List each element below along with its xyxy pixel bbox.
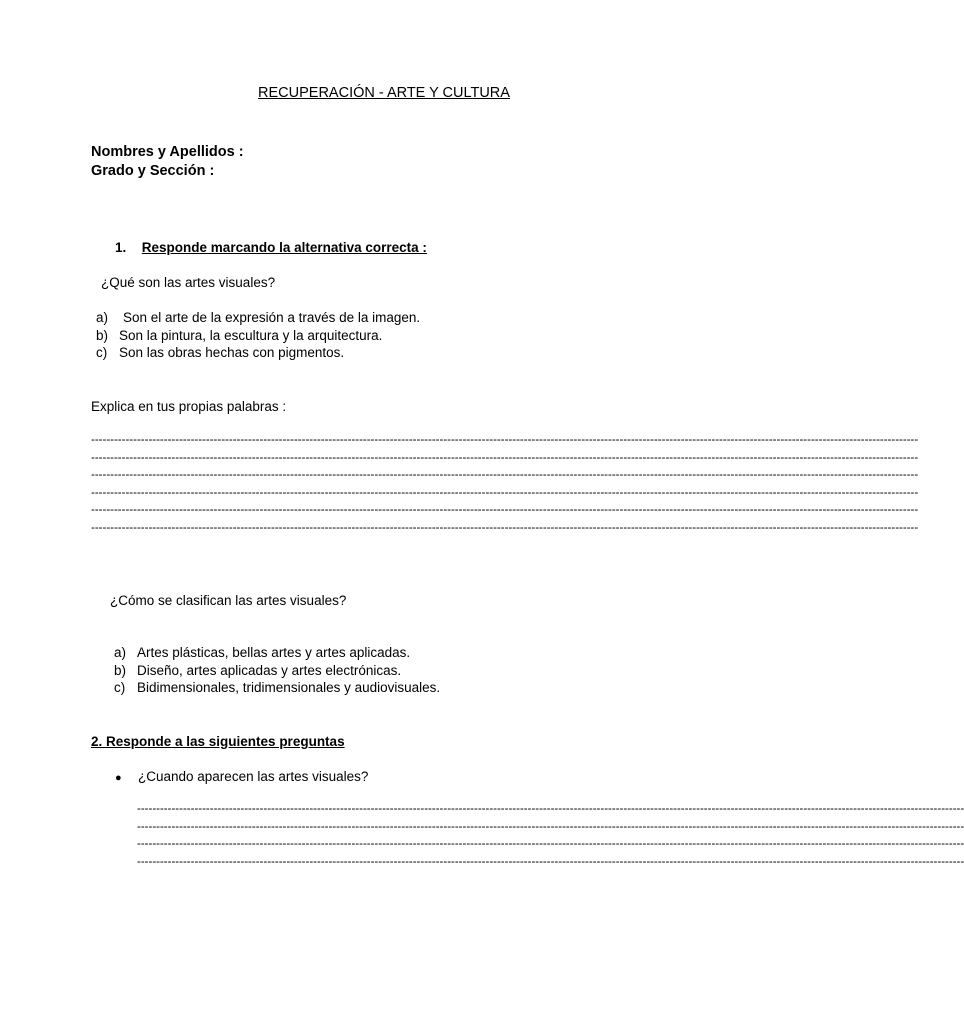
option-marker: a) <box>114 645 127 660</box>
option-b <box>96 328 382 343</box>
answer-line: ------------------------------------------------------------------------------------------------------------------------------------------------------------------------------------------------------------------------ <box>91 452 919 464</box>
page-title: RECUPERACIÓN - ARTE Y CULTURA <box>258 85 510 101</box>
option-a <box>114 645 410 660</box>
option-c <box>96 345 344 360</box>
section-1-heading <box>115 240 427 255</box>
answer-line: ------------------------------------------------------------------------------------------------------------------------------------------------------------------------------------------------------------------------ <box>137 856 964 868</box>
option-b <box>114 663 401 678</box>
option-a <box>96 310 420 325</box>
bullet-icon: ● <box>115 772 122 784</box>
grade-section-label: Grado y Sección : <box>91 163 215 179</box>
section-1-title: Responde marcando la alternativa correcta : <box>141 240 427 255</box>
names-label: Nombres y Apellidos : <box>91 144 244 160</box>
option-marker: b) <box>96 328 109 343</box>
explain-prompt: Explica en tus propias palabras : <box>91 399 287 414</box>
option-text: Artes plásticas, bellas artes y artes aplicadas. <box>137 645 411 660</box>
answer-line: ------------------------------------------------------------------------------------------------------------------------------------------------------------------------------------------------------------------------ <box>91 504 919 516</box>
answer-line: ------------------------------------------------------------------------------------------------------------------------------------------------------------------------------------------------------------------------ <box>91 522 919 534</box>
option-text: Son la pintura, la escultura y la arquitectura. <box>119 328 383 343</box>
answer-line: ------------------------------------------------------------------------------------------------------------------------------------------------------------------------------------------------------------------------ <box>137 821 964 833</box>
option-text: Son el arte de la expresión a través de la imagen. <box>123 310 421 325</box>
answer-line: ------------------------------------------------------------------------------------------------------------------------------------------------------------------------------------------------------------------------ <box>91 487 919 499</box>
question-when: ¿Cuando aparecen las artes visuales? <box>138 769 369 784</box>
option-text: Diseño, artes aplicadas y artes electrónicas. <box>137 663 402 678</box>
section-2-title: 2. Responde a las siguientes preguntas <box>91 734 345 749</box>
option-marker: c) <box>114 680 126 695</box>
answer-line: ------------------------------------------------------------------------------------------------------------------------------------------------------------------------------------------------------------------------ <box>137 803 964 815</box>
answer-line: ------------------------------------------------------------------------------------------------------------------------------------------------------------------------------------------------------------------------ <box>91 434 919 446</box>
question-classification: ¿Cómo se clasifican las artes visuales? <box>110 593 347 608</box>
option-marker: a) <box>96 310 109 325</box>
option-c <box>114 680 440 695</box>
option-marker: c) <box>96 345 108 360</box>
section-2-heading <box>91 734 345 749</box>
section-1-number: 1. <box>115 240 127 255</box>
answer-line: ------------------------------------------------------------------------------------------------------------------------------------------------------------------------------------------------------------------------ <box>91 469 919 481</box>
option-text: Bidimensionales, tridimensionales y audiovisuales. <box>137 680 441 695</box>
answer-line: ------------------------------------------------------------------------------------------------------------------------------------------------------------------------------------------------------------------------ <box>137 838 964 850</box>
option-text: Son las obras hechas con pigmentos. <box>119 345 345 360</box>
question-visual-arts: ¿Qué son las artes visuales? <box>101 275 276 290</box>
option-marker: b) <box>114 663 127 678</box>
bullet-question <box>115 769 368 784</box>
